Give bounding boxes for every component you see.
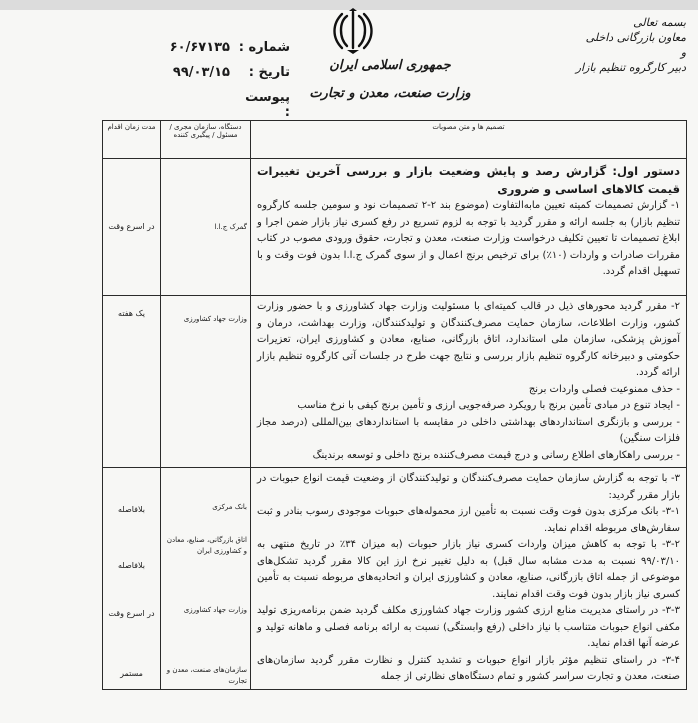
list-item: - بررسی و بازنگری استانداردهای بهداشتی داخلی در مقایسه با استانداردهای بین‌المللی (درصد مجاز فلزات سنگین) [257,416,680,444]
header-content: تصمیم ها و متن مصوبات [251,121,687,159]
date-value: ۹۹/۰۳/۱۵ [172,65,230,80]
date-label: تاریخ : [248,65,290,80]
section-1-org [161,159,251,296]
section-1-org-text: گمرک ج.ا.ا [214,222,247,231]
row-section-2 [103,296,687,468]
number-value: ۶۰/۶۷۱۳۵ [169,40,230,55]
section-2-content [251,296,687,468]
attachment-label: پیوست : [245,90,290,120]
section-2-time [103,296,161,468]
letter-meta [120,40,290,120]
header-time: مدت زمان اقدام [103,121,161,159]
list-item: - حذف ممنوعیت فصلی واردات برنج [528,383,680,395]
org-item: اتاق بازرگانی، صنایع، معادن و کشاورزی ایران [166,536,247,555]
row-section-1 [103,159,687,296]
agenda-title: دستور اول: گزارش رصد و پایش وضعیت بازار و بررسی آخرین تغییرات قیمت کالاهای اساسی و ضروری [257,164,680,196]
meta-date-row [120,65,290,90]
section-2-org [161,296,251,468]
section-3-item-1: ۳-۱- بانک مرکزی بدون فوت وقت نسبت به تأمین ارز محموله‌های حبوبات موجودی رسوب بنادر و ثبت سفارش‌های مربوطه اقدام نماید. [257,506,680,534]
time-item: در اسرع وقت [108,609,155,618]
list-item: - بررسی راهکارهای اطلاع رسانی و درج قیمت مصرف‌کننده برنج داخلی و توسعه برندینگ [312,449,680,461]
section-2-org-text: وزارت جهاد کشاورزی [183,315,247,323]
section-3-content [251,468,687,690]
section-1-text: ۱- گزارش تصمیمات کمیته تعیین مابه‌التفاوت (موضوع بند ۲-۲ تصمیمات نود و سومین جلسه کارگروه تنظیم بازار) به جلسه ارائه و مقرر گردید با توجه به لزوم تسریع در رفع کسری نیاز بازار ضمن اجرا و ابلاغ تصمیمات تا تعیین تکلیف درخواست وزارت صنعت، معدن و تجارت، حقوق ورودی مصوب در کتاب مقررات صادرات و واردات (۱۰٪) برای ترخیص برنج اعمال و از سوی گمرک ج.ا.ا بدون فوت وقت و با تسهیل اقدام گردد. [257,200,680,277]
section-2-time-text: یک هفته [118,309,145,318]
section-2-text: ۲- مقرر گردید محورهای ذیل در قالب کمیته‌ای با مسئولیت وزارت جهاد کشاورزی و با حضور وزارت کشور، وزارت اطلاعات، سازمان حمایت مصرف‌کنندگان و تولیدکنندگان، وزارت بهداشت، درمان و آموزش پزشکی، سازمان ملی استاندارد، اتاق بازرگانی، صنایع، معادن و کشاورزی ایران، تعزیرات حکومتی و دبیرخانه کارگروه تنظیم بازار بررسی و نتایج جهت طرح در جلسات آتی کارگروه تنظیم بازار ارائه گردد. [257,301,680,378]
meta-attachment-row [120,90,290,120]
time-item: بلافاصله [118,505,145,514]
section-3-item-2: ۳-۲- با توجه به کاهش میزان واردات کسری نیاز بازار حبوبات (به میزان ۳۴٪ در تاریخ منتهی به ۹۹/۰۳/۱۰ نسبت به مدت مشابه سال قبل) به دلیل تغییر نرخ ارز این کالا مقرر گردید تشکل‌های موضوعی از جمله اتاق بازرگانی، صنایع، معادن و کشاورزی ایران و اتحادیه‌های مربوطه نسبت به تأمین کسری نیاز بازار بدون فوت وقت اقدام نمایند. [257,539,680,600]
section-3-intro: ۳- با توجه به گزارش سازمان حمایت مصرف‌کنندگان و تولیدکنندگان از وضعیت قیمت انواع حبوبات در بازار مقرر گردید: [257,473,680,501]
section-2-bullets [257,382,680,465]
recipients [511,15,686,75]
time-item: بلافاصله [118,561,145,570]
recipient-line: معاون بازرگانی داخلی [585,31,686,44]
list-item: - ایجاد تنوع در مبادی تأمین برنج با رویکرد صرفه‌جویی ارزی و تأمین برنج کیفی با نرخ مناسب [297,400,680,411]
org-item: بانک مرکزی [212,503,247,511]
section-3-org [161,468,251,690]
section-1-time-text: در اسرع وقت [108,222,155,231]
letterhead [290,58,490,101]
recipient-line: بسمه تعالی [633,16,686,29]
row-section-3 [103,468,687,690]
minutes-table [102,120,687,690]
recipient-line: و [680,46,686,59]
time-item: مستمر [120,669,143,678]
header-row [103,121,687,159]
meta-number-row [120,40,290,65]
section-3-item-4: ۳-۴- در راستای تنظیم مؤثر بازار انواع حبوبات و تشدید کنترل و نظارت مقرر گردید سازمان‌های صنعت، معدن و تجارت سراسر کشور و تمام دستگاه‌های نظارتی از جمله [257,654,680,682]
org-item: سازمان‌های صنعت، معدن و تجارت [166,666,247,685]
number-label: شماره : [238,40,290,55]
header-org: دستگاه، سازمان مجری / مسئول / پیگیری کننده [161,121,251,159]
org-item: وزارت جهاد کشاورزی [183,606,247,614]
section-3-item-3: ۳-۳- در راستای مدیریت منابع ارزی کشور وزارت جهاد کشاورزی مکلف گردید ضمن برنامه‌ریزی تولید مکفی انواع حبوبات متناسب با نیاز داخلی (رفع وابستگی) نسبت به ارائه برنامه فصلی و ماهانه تولید و عرضه آنها اقدام نماید. [257,605,680,649]
section-1-content [251,159,687,296]
letterhead-country: جمهوری اسلامی ایران [329,58,451,73]
section-3-time [103,468,161,690]
letterhead-ministry: وزارت صنعت، معدن و تجارت [309,86,471,101]
recipient-line: دبیر کارگروه تنظیم بازار [575,61,686,74]
iran-emblem-icon [333,8,373,54]
section-1-time [103,159,161,296]
